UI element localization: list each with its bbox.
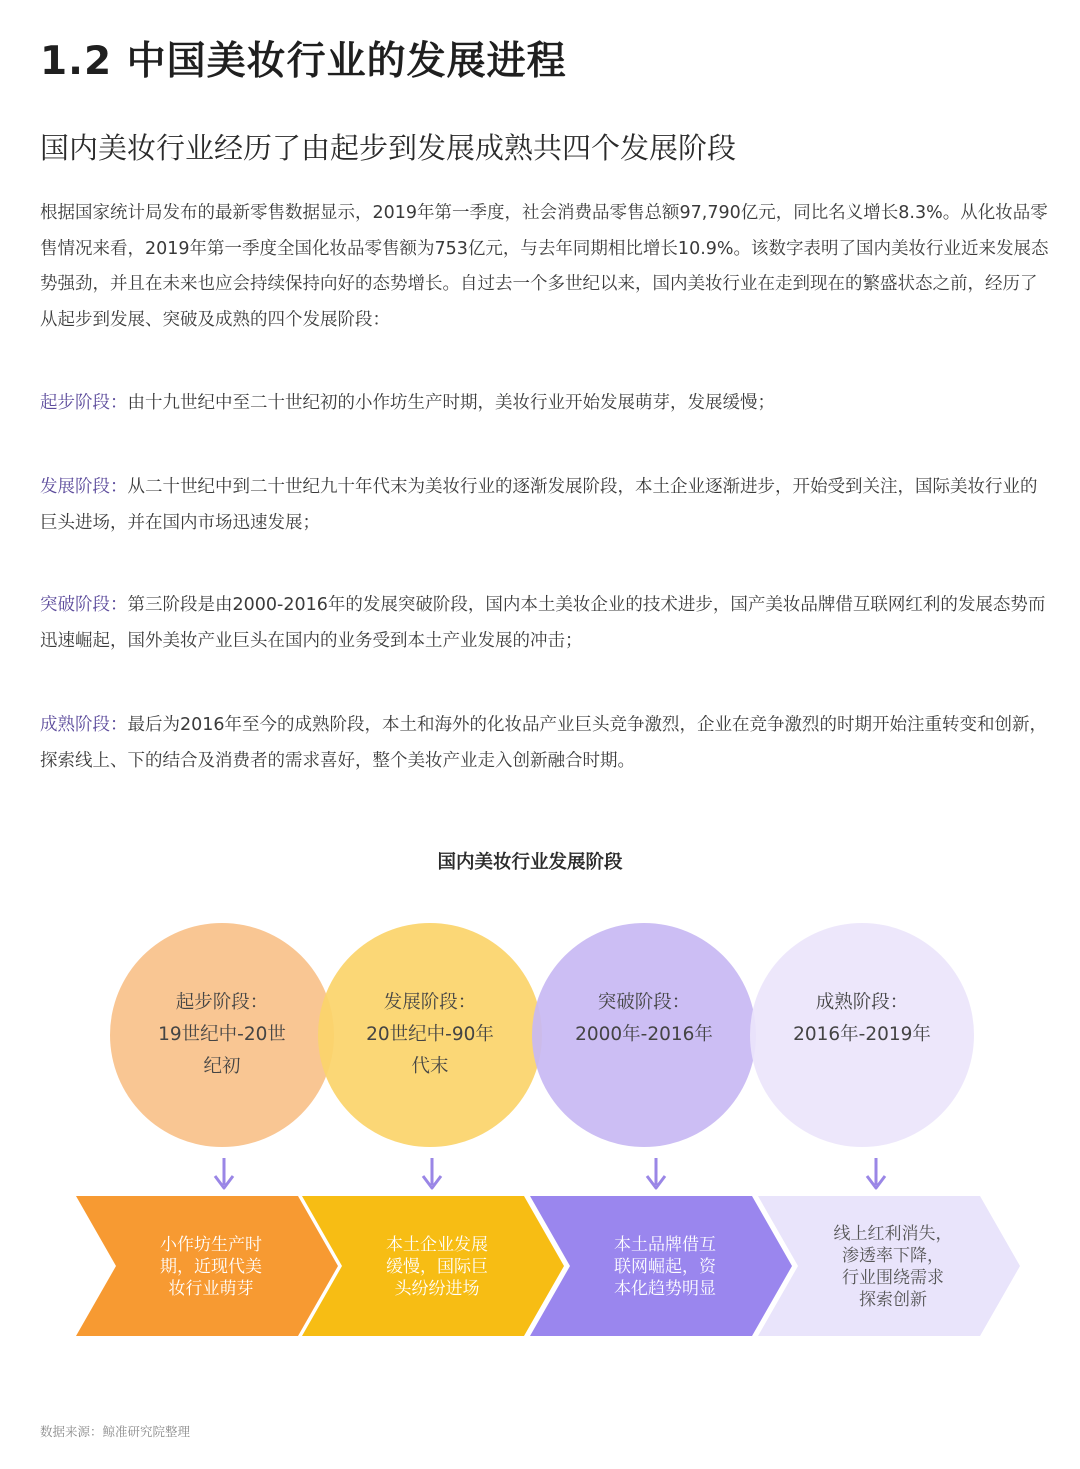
stage-arrow-text: 渗透率下降， [842,1246,944,1266]
stage-circle-text: 发展阶段： [383,992,477,1013]
stage-circle-text: 2016年-2019年 [793,1024,931,1045]
page-title: 1.2 中国美妆行业的发展进程 [40,39,567,84]
stage-paragraph-breakthrough [40,588,1050,659]
stage-paragraph-development [40,470,1050,541]
stage-paragraph-mature [40,708,1050,779]
stage-arrow-text: 线上红利消失， [833,1224,953,1244]
stage-name-mature: 成熟阶段： [40,715,128,735]
stage-arrow-text: 妆行业萌芽 [168,1279,254,1299]
stage-circle-text: 突破阶段： [597,992,691,1013]
stage-arrow-text: 缓慢，国际巨 [386,1257,488,1277]
section-subtitle: 国内美妆行业经历了由起步到发展成熟共四个发展阶段 [40,131,737,165]
stage-text-mature: 最后为2016年至今的成熟阶段，本土和海外的化妆品产业巨头竞争激烈，企业在竞争激烈的时期开始注重转变和创新，探索线上、下的结合及消费者的需求喜好，整个美妆产业走入创新融合时期。 [40,715,1048,771]
stage-diagram [0,900,1080,1360]
stage-circle-text: 2000年-2016年 [575,1024,713,1045]
stage-circle-text: 代末 [411,1056,449,1077]
stage-arrow-text: 本化趋势明显 [614,1279,716,1299]
stage-paragraph-start [40,386,1050,422]
stage-name-breakthrough: 突破阶段： [40,595,128,615]
stage-arrow-text: 联网崛起，资 [614,1257,716,1277]
stage-circle-text: 20世纪中-90年 [366,1024,494,1045]
stage-arrow-text: 本土企业发展 [386,1235,488,1255]
stage-text-development: 从二十世纪中到二十世纪九十年代末为美妆行业的逐渐发展阶段，本土企业逐渐进步，开始受到关注，国际美妆行业的巨头进场，并在国内市场迅速发展； [40,477,1038,533]
stage-circle-text: 起步阶段： [175,992,269,1013]
stage-name-start: 起步阶段： [40,393,128,413]
stage-text-start: 由十九世纪中至二十世纪初的小作坊生产时期，美妆行业开始发展萌芽，发展缓慢； [127,393,775,413]
diagram-title: 国内美妆行业发展阶段 [437,852,623,873]
stage-arrow-text: 行业围绕需求 [842,1268,944,1288]
stage-arrow-text: 本土品牌借互 [614,1235,716,1255]
stage-arrow-text: 头纷纷进场 [394,1279,480,1299]
stage-circle-text: 成熟阶段： [815,992,909,1013]
data-source-note: 数据来源：鲸准研究院整理 [40,1424,191,1439]
intro-paragraph: 根据国家统计局发布的最新零售数据显示，2019年第一季度，社会消费品零售总额97,790亿元，同比名义增长8.3%。从化妆品零售情况来看，2019年第一季度全国化妆品零售额为753亿元，与去年同期相比增长10.9%。该数字表明了国内美妆行业近来发展态势强劲，并且在未来也应会持续保持向好的态势增长。自过去一个多世纪以来，国内美妆行业在走到现在的繁盛状态之前，经历了从起步到发展、突破及成熟的四个发展阶段： [40,203,1049,330]
stage-circle-text: 19世纪中-20世 [158,1024,286,1045]
stage-name-development: 发展阶段： [40,477,128,497]
stage-text-breakthrough: 第三阶段是由2000-2016年的发展突破阶段，国内本土美妆企业的技术进步，国产美妆品牌借互联网红利的发展态势而迅速崛起，国外美妆产业巨头在国内的业务受到本土产业发展的冲击； [40,595,1046,651]
stage-arrow-4 [758,1196,1020,1336]
stage-circle-text: 纪初 [203,1056,241,1077]
stage-arrow-text: 探索创新 [859,1290,927,1310]
stage-arrow-text: 期，近现代美 [160,1257,262,1277]
stage-arrow-text: 小作坊生产时 [160,1235,262,1255]
